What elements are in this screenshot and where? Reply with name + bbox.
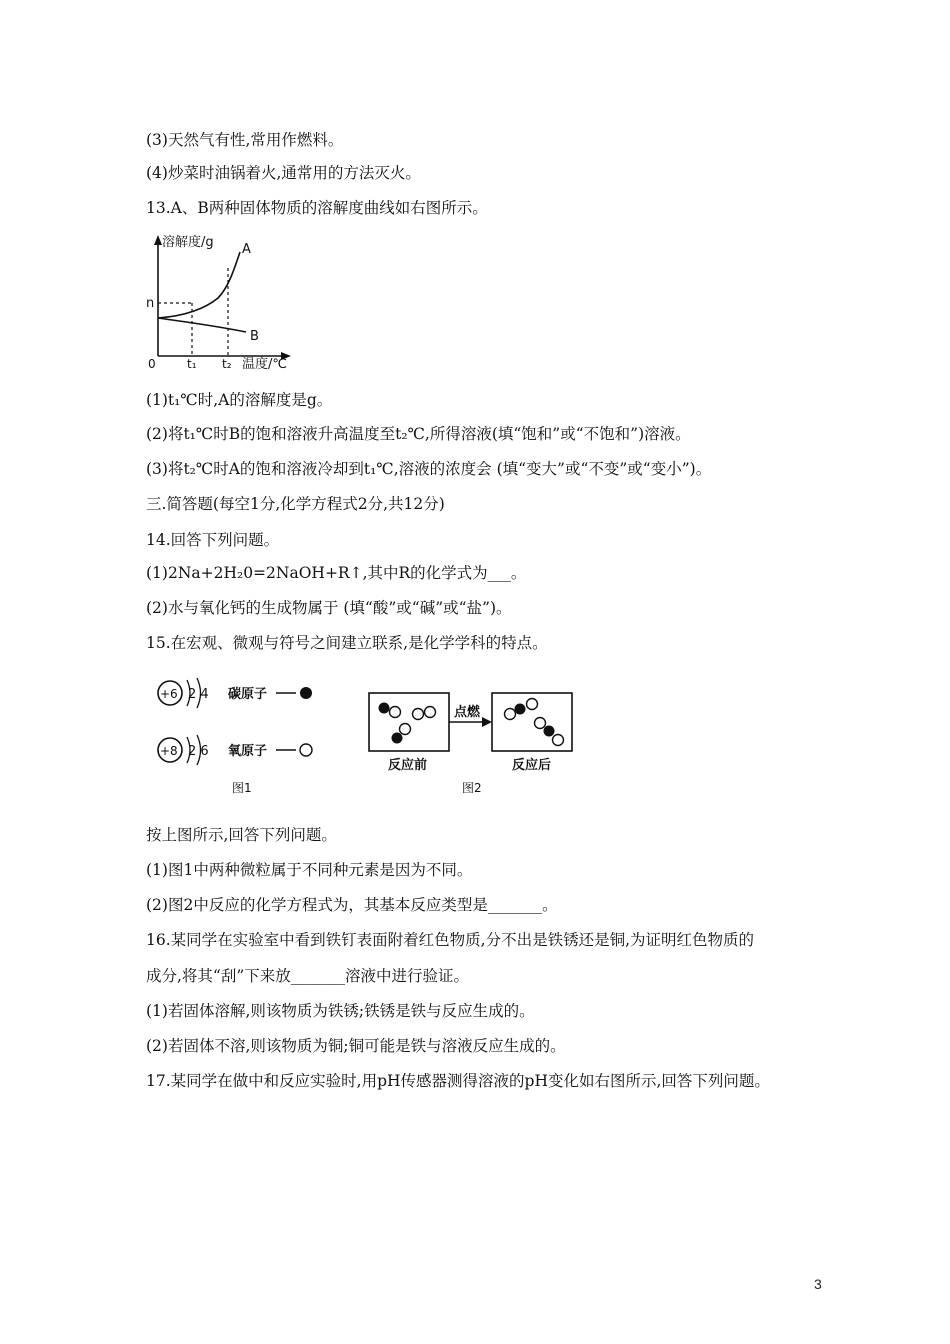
reaction-arrow-head	[482, 717, 492, 727]
curve-a	[158, 252, 240, 318]
oxygen-label: 氧原子	[228, 744, 268, 759]
carbon-nucleus-label: +6	[160, 687, 178, 701]
text-line-see-figure: 按上图所示,回答下列问题。	[146, 826, 337, 844]
question-13-3: (3)将t₂℃时A的饱和溶液冷却到t₁℃,溶液的浓度会 (填“变大”或“不变”或“变小”)。	[146, 460, 712, 478]
question-13-2: (2)将t₁℃时B的饱和溶液升高温度至t₂℃,所得溶液(填“饱和”或“不饱和”)溶液。	[146, 425, 691, 443]
oxygen-electrons: 2 6	[188, 744, 209, 759]
before-oxygen-2	[413, 709, 424, 720]
solubility-curve-graph	[146, 232, 296, 374]
curve-b-label: B	[250, 329, 259, 344]
question-14: 14.回答下列问题。	[146, 531, 280, 549]
after-label: 反应后	[512, 758, 552, 773]
carbon-atom-symbol	[300, 687, 312, 699]
before-oxygen-3	[425, 707, 436, 718]
after-oxygen-3	[535, 718, 546, 729]
y-axis-arrow	[154, 235, 162, 245]
after-carbon-1	[515, 704, 526, 715]
x-axis-label: 温度/℃	[242, 357, 287, 372]
question-15-2: (2)图2中反应的化学方程式为，其基本反应类型是_______。	[146, 896, 558, 914]
oxygen-nucleus-label: +8	[160, 744, 178, 758]
section-3-heading: 三.简答题(每空1分,化学方程式2分,共12分)	[146, 495, 445, 513]
before-box	[369, 693, 449, 751]
before-label: 反应前	[388, 758, 428, 773]
figure-2-caption: 图2	[462, 781, 482, 795]
question-14-1: (1)2Na+2H₂0=2NaOH+R↑,其中R的化学式为___。	[146, 564, 527, 582]
curve-b	[158, 318, 246, 332]
question-16-cont: 成分,将其“刮”下来放_______溶液中进行验证。	[146, 967, 470, 985]
question-14-2: (2)水与氧化钙的生成物属于 (填“酸”或“碱”或“盐”)。	[146, 599, 512, 617]
figure-1-caption: 图1	[232, 781, 252, 795]
question-16: 16.某同学在实验室中看到铁钉表面附着红色物质,分不出是铁锈还是铜,为证明红色物质的	[146, 931, 755, 949]
before-oxygen-4	[400, 724, 411, 735]
question-13: 13.A、B两种固体物质的溶解度曲线如右图所示。	[146, 199, 488, 217]
t2-label: t₂	[222, 357, 232, 371]
after-oxygen-2	[527, 699, 538, 710]
figure-1-atoms	[146, 676, 326, 801]
page-number: 3	[814, 1276, 822, 1292]
y-axis-label: 溶解度/g	[162, 235, 214, 250]
reaction-condition: 点燃	[454, 705, 481, 720]
before-carbon-1	[379, 703, 390, 714]
question-16-2: (2)若固体不溶,则该物质为铜;铜可能是铁与溶液反应生成的。	[146, 1037, 566, 1055]
question-15: 15.在宏观、微观与符号之间建立联系,是化学学科的特点。	[146, 634, 548, 652]
question-13-1: (1)t₁℃时,A的溶解度是g。	[146, 391, 333, 409]
oxygen-atom-symbol	[300, 744, 312, 756]
t1-label: t₁	[187, 357, 197, 371]
after-oxygen-4	[553, 735, 564, 746]
text-line-1: (3)天然气有性,常用作燃料。	[146, 131, 344, 149]
n-label: n	[146, 296, 155, 311]
question-16-1: (1)若固体溶解,则该物质为铁锈;铁锈是铁与反应生成的。	[146, 1002, 535, 1020]
after-oxygen-1	[505, 709, 516, 720]
text-line-2: (4)炒菜时油锅着火,通常用的方法灭火。	[146, 164, 421, 182]
carbon-label: 碳原子	[228, 687, 268, 702]
question-17: 17.某同学在做中和反应实验时,用pH传感器测得溶液的pH变化如右图所示,回答下列问题。	[146, 1072, 770, 1090]
after-carbon-2	[544, 726, 555, 737]
before-oxygen-1	[390, 707, 401, 718]
figure-2-reaction	[364, 676, 579, 801]
before-carbon-2	[392, 733, 403, 744]
carbon-electrons: 2 4	[188, 687, 209, 702]
question-15-1: (1)图1中两种微粒属于不同种元素是因为不同。	[146, 861, 473, 879]
curve-a-label: A	[242, 242, 251, 257]
origin-label: 0	[148, 357, 156, 371]
